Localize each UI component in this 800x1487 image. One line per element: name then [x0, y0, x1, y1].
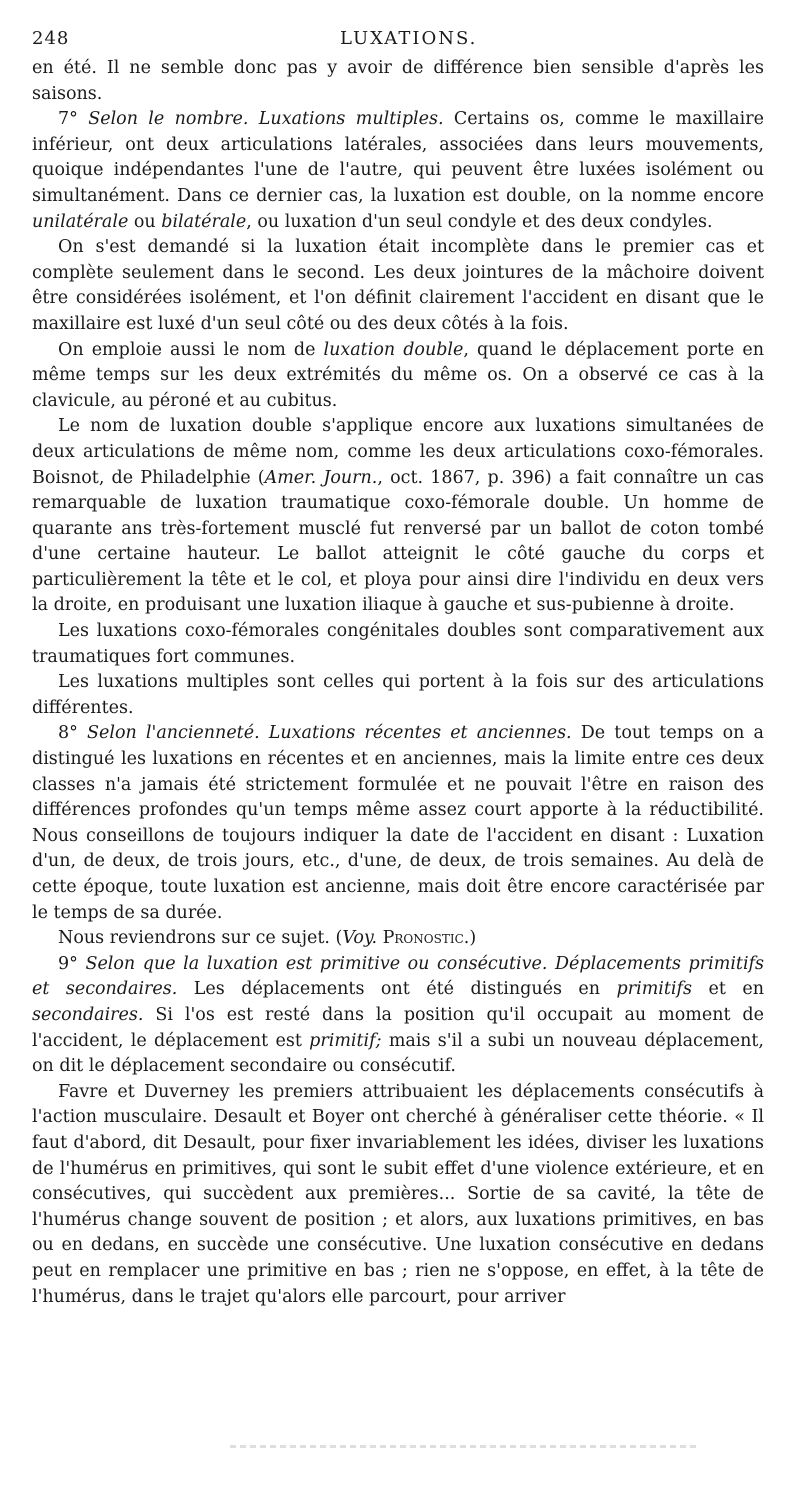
text-run: , ou luxation d'un seul condyle et des deux condyles.: [246, 211, 713, 232]
text-run: Les luxations coxo-fémorales congénitales doubles sont comparativement aux traumatiques fort communes.: [32, 621, 764, 667]
text-run: Le nom de luxation double s'applique encore aux luxations simultanées de deux articulations de même nom, comme les deux articulations coxo-fémorales. Boisnot, de Philadelphie (: [32, 416, 764, 488]
text-run: , quand le déplacement porte en même temps sur les deux extrémités du même os. On a observé ce cas à la clavicule, au péroné et au cubitus.: [32, 339, 764, 411]
paragraph: [32, 670, 764, 721]
text-run: 9°: [58, 953, 86, 974]
text-run: ): [469, 928, 477, 949]
italic-text: secondaires.: [32, 1004, 144, 1025]
book-page: [32, 28, 764, 1310]
text-run: en été. Il ne semble donc pas y avoir de différence bien sensible d'après les saisons.: [32, 58, 764, 104]
text-run: ou: [128, 211, 162, 232]
paragraph: [32, 56, 764, 107]
paragraph: [32, 414, 764, 619]
italic-text: luxation double: [323, 339, 464, 360]
page-body: [32, 56, 764, 1310]
italic-text: Selon le nombre. Luxations multiples.: [88, 109, 444, 130]
text-run: On s'est demandé si la luxation était incomplète dans le premier cas et complète seulement dans le second. Les deux jointures de la mâchoire doivent être considérées isolément, et l'on définit clairement l'accident en disant que le maxillaire est luxé d'un seul côté ou des deux côtés à la fois.: [32, 237, 764, 334]
italic-text: Selon l'ancienneté. Luxations récentes et anciennes.: [87, 723, 572, 744]
italic-text: primitifs: [616, 979, 692, 1000]
small-caps-text: Pronostic.: [382, 928, 470, 949]
bleed-through-line: [230, 1445, 700, 1448]
italic-text: Selon que la luxation est primitive ou consécutive. Déplacements primitifs et secondaires.: [32, 953, 765, 1000]
page-number: 248: [32, 28, 70, 49]
italic-text: bilatérale: [161, 211, 247, 232]
text-run: mais s'il a subi un nouveau déplacement, on dit le déplacement secondaire ou consécutif.: [32, 1030, 764, 1077]
text-run: Si l'os est resté dans la position qu'il occupait au moment de l'accident, le déplacement est: [32, 1004, 764, 1051]
text-run: Nous reviendrons sur ce sujet. (: [58, 928, 343, 949]
paragraph: [32, 619, 764, 670]
text-run: et en: [692, 979, 764, 1000]
text-run: Favre et Duverney les premiers attribuaient les déplacements consécutifs à l'action musculaire. Desault et Boyer ont cherché à généraliser cette théorie. « Il faut d'abord, dit Desault, pour fixer invariablement les idées, diviser les luxations de l'humérus en primitives, qui sont le subit effet d'une violence extérieure, et en consécutives, qui succèdent aux premières... Sortie de sa cavité, la tête de l'humérus change souvent de position ; et alors, aux luxations primitives, en bas ou en dedans, en succède une consécutive. Une luxation consécutive en dedans peut en remplacer une primitive en bas ; rien ne s'oppose, en effet, à la tête de l'humérus, dans le trajet qu'alors elle parcourt, pour arriver: [32, 1081, 764, 1307]
italic-text: unilatérale: [32, 211, 129, 232]
italic-text: Amer. Journ.: [264, 467, 378, 488]
text-run: Certains os, comme le maxillaire inférieur, ont deux articulations latérales, associées dans leurs mouvements, quoique indépendantes l'une de l'autre, qui peuvent être luxées isolément ou simultanément. Dans ce dernier cas, la luxation est double, on la nomme encore: [32, 109, 764, 206]
text-run: , oct. 1867, p. 396) a fait connaître un cas remarquable de luxation traumatique coxo-fémorale double. Un homme de quarante ans très-fortement musclé fut renversé par un ballot de coton tombé d'une certaine hauteur. Le ballot atteignit le côté gauche du corps et particulièrement la tête et le col, et ploya pour ainsi dire l'individu en deux vers la droite, en produisant une luxation iliaque à gauche et sus-pubienne à droite.: [32, 467, 764, 616]
page-header: [32, 28, 764, 56]
text-run: 8°: [58, 723, 88, 744]
italic-text: Voy.: [342, 928, 378, 949]
text-run: Les déplacements ont été distingués en: [177, 979, 617, 1000]
text-run: On emploie aussi le nom de: [58, 339, 324, 360]
text-run: 7°: [58, 109, 89, 130]
paragraph: [32, 1080, 764, 1310]
text-run: Les luxations multiples sont celles qui portent à la fois sur des articulations différentes.: [32, 672, 764, 718]
paragraph: [32, 952, 764, 1080]
running-head: LUXATIONS.: [340, 28, 478, 49]
paragraph: [32, 721, 764, 926]
text-run: De tout temps on a distingué les luxations en récentes et en anciennes, mais la limite entre ces deux classes n'a jamais été strictement formulée et ne pouvait l'être en raison des différences profondes qu'un temps même assez court apporte à la réductibilité. Nous conseillons de toujours indiquer la date de l'accident en disant : Luxation d'un, de deux, de trois jours, etc., d'une, de deux, de trois semaines. Au delà de cette époque, toute luxation est ancienne, mais doit être encore caractérisée par le temps de sa durée.: [32, 723, 764, 923]
paragraph: [32, 235, 764, 337]
paragraph: [32, 107, 764, 235]
paragraph: [32, 926, 764, 952]
italic-text: primitif;: [309, 1030, 382, 1051]
paragraph: [32, 338, 764, 415]
